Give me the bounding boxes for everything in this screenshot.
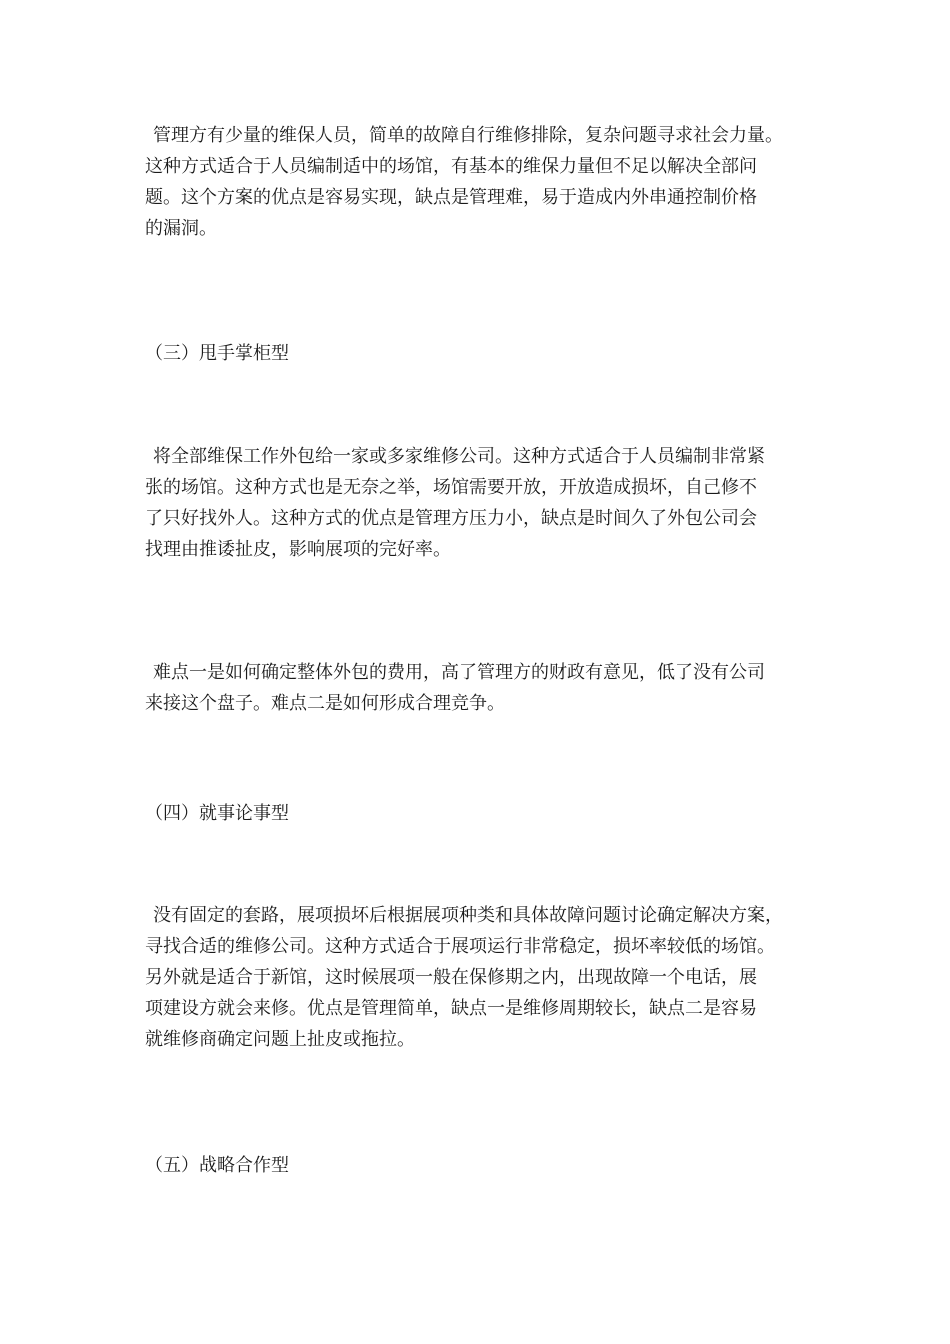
- paragraph-case-by-case: [145, 900, 815, 1055]
- text-line: 就维修商确定问题上扯皮或拖拉。: [145, 1029, 415, 1050]
- text-line: 题。这个方案的优点是容易实现，缺点是管理难，易于造成内外串通控制价格: [145, 187, 757, 208]
- text-line: 寻找合适的维修公司。这种方式适合于展项运行非常稳定，损坏率较低的场馆。: [145, 936, 775, 957]
- text-line: 来接这个盘子。难点二是如何形成合理竞争。: [145, 693, 505, 714]
- text-line: 另外就是适合于新馆，这时候展项一般在保修期之内，出现故障一个电话，展: [145, 967, 757, 988]
- heading-text: （三）甩手掌柜型: [145, 343, 289, 364]
- section-heading-5: [145, 1150, 815, 1181]
- heading-text: （四）就事论事型: [145, 803, 289, 824]
- text-line: 这种方式适合于人员编制适中的场馆，有基本的维保力量但不足以解决全部问: [145, 156, 757, 177]
- text-line: 没有固定的套路，展项损坏后根据展项种类和具体故障问题讨论确定解决方案，: [153, 905, 783, 926]
- paragraph-full-outsourcing: [145, 441, 815, 565]
- text-line: 找理由推诿扯皮，影响展项的完好率。: [145, 539, 451, 560]
- text-line: 难点一是如何确定整体外包的费用，高了管理方的财政有意见，低了没有公司: [153, 662, 765, 683]
- heading-text: （五）战略合作型: [145, 1155, 289, 1176]
- paragraph-difficulties: [145, 657, 815, 719]
- text-line: 张的场馆。这种方式也是无奈之举，场馆需要开放，开放造成损坏，自己修不: [145, 477, 757, 498]
- section-heading-4: [145, 798, 815, 829]
- text-line: 了只好找外人。这种方式的优点是管理方压力小，缺点是时间久了外包公司会: [145, 508, 757, 529]
- text-line: 将全部维保工作外包给一家或多家维修公司。这种方式适合于人员编制非常紧: [153, 446, 765, 467]
- text-line: 项建设方就会来修。优点是管理简单，缺点一是维修周期较长，缺点二是容易: [145, 998, 757, 1019]
- text-line: 的漏洞。: [145, 218, 217, 239]
- section-heading-3: [145, 338, 815, 369]
- paragraph-self-maintenance: [145, 120, 815, 244]
- text-line: 管理方有少量的维保人员，简单的故障自行维修排除，复杂问题寻求社会力量。: [153, 125, 783, 146]
